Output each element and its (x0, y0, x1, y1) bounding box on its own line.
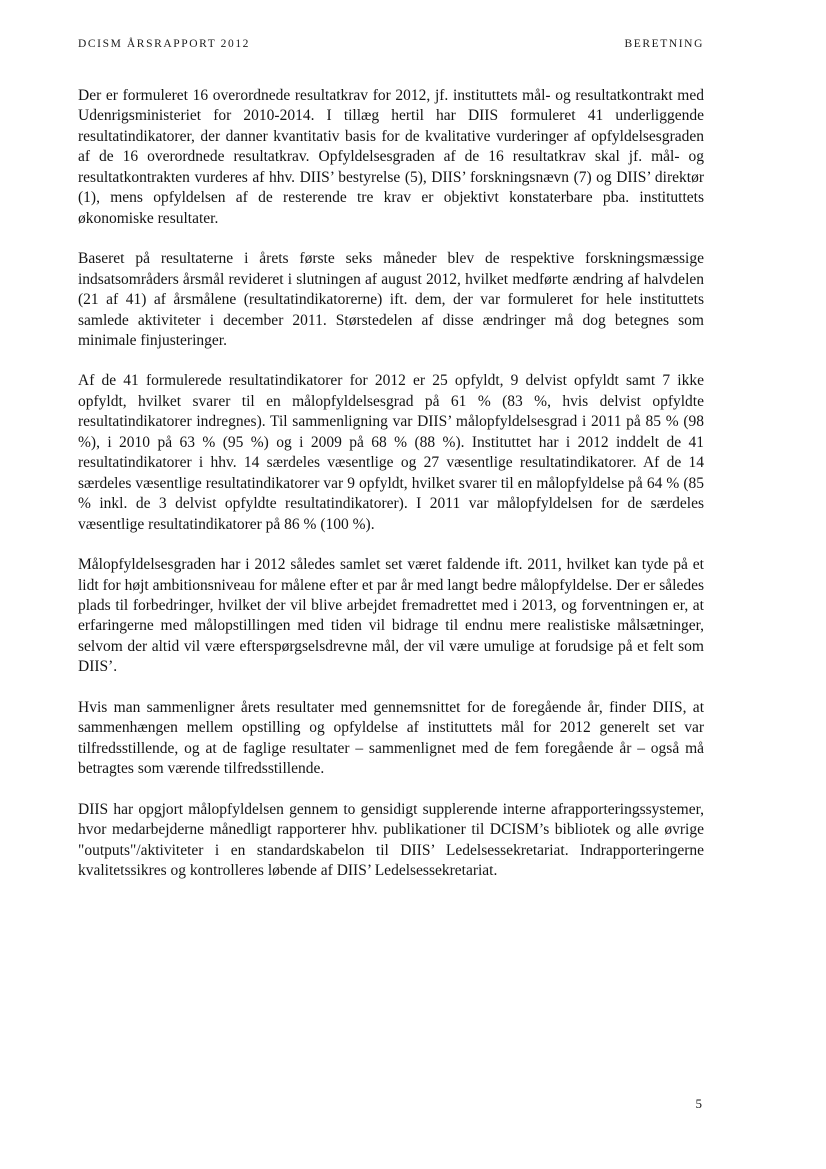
paragraph: Der er formuleret 16 overordnede resultatkrav for 2012, jf. instituttets mål- og resultatkontrakt med Udenrigsministeriet for 2010-2014. I tillæg hertil har DIIS formuleret 41 underliggende resultatindikatorer, der danner kvantitativ basis for de kvalitative vurderinger af opfyldelsesgraden af de 16 overordnede resultatkrav. Opfyldelsesgraden af de 16 resultatkrav skal jf. mål- og resultatkontrakten vurderes af hhv. DIIS’ bestyrelse (5), DIIS’ forskningsnævn (7) og DIIS’ direktør (1), mens opfyldelsen af de resterende tre krav er objektivt konstaterbare pba. instituttets økonomiske resultater. (78, 87, 704, 227)
paragraph: DIIS har opgjort målopfyldelsen gennem to gensidigt supplerende interne afrapporteringssystemer, hvor medarbejderne månedligt rapporterer hhv. publikationer til DCISM’s bibliotek og alle øvrige "outputs"/aktiviteter i en standardskabelon til DIIS’ Ledelsessekretariat. Indrapporteringerne kvalitetssikres og kontrolleres løbende af DIIS’ Ledelsessekretariat. (78, 800, 704, 879)
paragraph: Målopfyldelsesgraden har i 2012 således samlet set været faldende ift. 2011, hvilket kan tyde på et lidt for højt ambitionsniveau for målene efter et par år med langt bedre målopfyldelse. Der er således plads til forbedringer, hvilket der vil blive arbejdet fremadrettet med i 2013, og forventningen er, at erfaringerne med målopstillingen med tiden vil bidrage til endnu mere realistiske målsætninger, selvom der altid vil være efterspørgselsdrevne mål, der vil være umulige at forudsige på et felt som DIIS’. (78, 556, 704, 676)
page-header (78, 38, 704, 50)
paragraph: Hvis man sammenligner årets resultater med gennemsnittet for de foregående år, finder DIIS, at sammenhængen mellem opstilling og opfyldelse af instituttets mål for 2012 generelt set var tilfredsstillende, og at de faglige resultater – sammenlignet med de fem foregående år – også må betragtes som værende tilfredsstillende. (78, 698, 704, 778)
page-number: 5 (695, 1096, 702, 1111)
paragraph: Af de 41 formulerede resultatindikatorer for 2012 er 25 opfyldt, 9 delvist opfyldt samt 7 ikke opfyldt, hvilket svarer til en målopfyldelsesgrad på 61 % (83 %, hvis delvist opfyldte resultatindikatorer indregnes). Til sammenligning var DIIS’ målopfyldelsesgrad i 2011 på 85 % (98 %), i 2010 på 63 % (95 %) og i 2009 på 68 % (88 %). Instituttet har i 2012 inddelt de 41 resultatindikatorer i hhv. 14 særdeles væsentlige og 27 væsentlige resultatindikatorer. Af de 14 særdeles væsentlige resultatindikatorer var 9 opfyldt, hvilket svarer til en målopfyldelse på 64 % (85 % inkl. de 3 delvist opfyldte resultatindikatorer). I 2011 var målopfyldelsen for de særdeles væsentlige resultatindikatorer på 86 % (100 %). (78, 372, 704, 533)
header-section-title: BERETNING (624, 38, 704, 50)
paragraph: Baseret på resultaterne i årets første seks måneder blev de respektive forskningsmæssige indsatsområders årsmål revideret i slutningen af august 2012, hvilket medførte ændring af halvdelen (21 af 41) af årsmålene (resultatindikatorerne) ift. dem, der var formuleret for hele instituttets samlede aktiviteter i december 2011. Størstedelen af disse ændringer må dog betegnes som minimale finjusteringer. (78, 250, 704, 349)
header-report-title: DCISM ÅRSRAPPORT 2012 (78, 38, 251, 50)
body-text (78, 86, 704, 901)
